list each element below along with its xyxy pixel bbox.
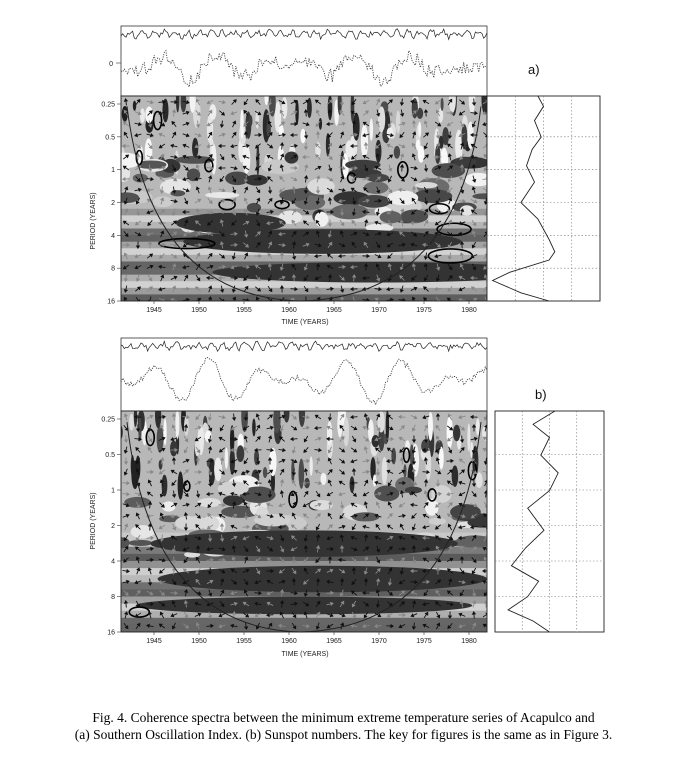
panel-a-xtick-label: 1955 [236, 307, 252, 314]
panel-b-global-spectrum [495, 411, 604, 632]
panel-b-xtick-label: 1965 [326, 638, 342, 645]
panel-a-xtick-label: 1950 [191, 307, 207, 314]
panel-a-ytick-label: 0.25 [101, 101, 115, 109]
figure-caption [0, 709, 687, 743]
panel-b-xtick-label: 1960 [281, 638, 297, 645]
panel-a-xtick-label: 1965 [326, 307, 342, 314]
panel-b-ytick-label: 4 [111, 558, 115, 566]
panel-a-ytick-label: 2 [111, 200, 115, 207]
panel-b-xtick-label: 1950 [191, 638, 207, 645]
panel-a-ytick-label: 0.5 [105, 134, 115, 142]
panel-b-wavelet [90, 399, 496, 658]
panel-a-ytick-label: 4 [111, 232, 115, 240]
panel-b-label: b) [535, 387, 547, 402]
caption-line-1: Fig. 4. Coherence spectra between the minimum extreme temperature series of Acapulco and [92, 710, 595, 725]
panel-a-ytick-label: 8 [111, 265, 115, 273]
panel-a-global-spectrum [487, 96, 600, 301]
panel-a-xtick-label: 1960 [281, 307, 297, 314]
panel-b-ytick-label: 8 [111, 594, 115, 601]
panel-a-ytick-label: 16 [107, 298, 115, 306]
panel-b-timeseries [121, 338, 487, 411]
panel-b-xtick-label: 1970 [371, 638, 387, 645]
panel-a-xtick-label: 1980 [461, 307, 477, 314]
panel-b-ytick-label: 1 [111, 487, 115, 495]
panel-b-ytick-label: 2 [111, 523, 115, 530]
panel-b-xtick-label: 1955 [236, 638, 252, 645]
panel-a-xtick-label: 1970 [371, 307, 387, 314]
panel-a-label: a) [528, 62, 540, 77]
panel-b-ylabel: PERIOD (YEARS) [90, 492, 97, 550]
panel-b-xtick-label: 1945 [146, 638, 162, 645]
panel-a-xlabel: TIME (YEARS) [281, 319, 329, 326]
panel-b [90, 338, 604, 658]
panel-a-ytick-label: 1 [111, 167, 115, 175]
panel-a-xtick-label: 1975 [416, 307, 432, 314]
panel-a-ylabel: PERIOD (YEARS) [90, 192, 97, 250]
panel-a-top-ytick: 0 [109, 61, 113, 68]
panel-a-xtick-label: 1945 [146, 307, 162, 314]
panel-b-ytick-label: 16 [107, 629, 115, 637]
panel-a-wavelet [90, 82, 542, 326]
panel-a-timeseries [109, 26, 487, 96]
caption-line-2: (a) Southern Oscillation Index. (b) Sunspot numbers. The key for figures is the same as in Figure 3. [74, 727, 613, 742]
panel-b-xlabel: TIME (YEARS) [281, 651, 329, 658]
panel-a [90, 26, 600, 326]
panel-b-ytick-label: 0.25 [101, 416, 115, 424]
panel-b-xtick-label: 1975 [416, 638, 432, 645]
panel-b-xtick-label: 1980 [461, 638, 477, 645]
panel-b-ytick-label: 0.5 [105, 452, 115, 459]
